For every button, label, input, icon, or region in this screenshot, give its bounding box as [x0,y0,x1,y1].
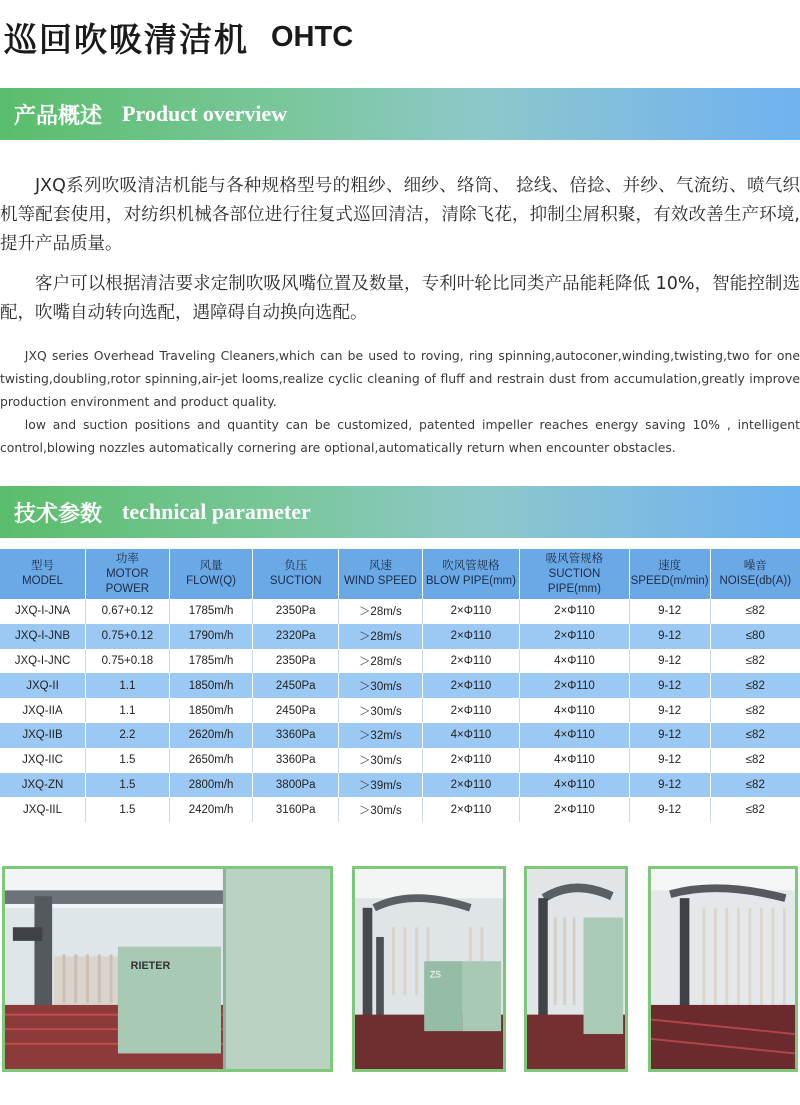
overview-heading-cn: 产品概述 [14,103,103,129]
table-cell: 2×Φ110 [422,748,520,773]
table-cell: JXQ-IIB [0,723,86,748]
table-cell: ＞30m/s [339,748,423,773]
table-cell: ＞30m/s [339,698,423,723]
overview-cn-paragraph-2: 客户可以根据清洁要求定制吹吸风嘴位置及数量，专利叶轮比同类产品能耗降低 10%，智能控制选配，吹嘴自动转向选配，遇障碍自动换向选配。 [0,274,800,323]
column-header-speed: 速度 SPEED(m/min) [629,549,710,599]
table-cell: 9-12 [629,797,710,822]
overview-heading-bar [0,88,800,140]
table-cell: ＞28m/s [339,649,423,674]
table-cell: 0.67+0.12 [86,599,170,624]
table-row [0,773,800,798]
table-cell: 9-12 [629,673,710,698]
technical-heading-bar [0,486,800,538]
machine-brand-label: RIETER [130,960,171,972]
table-cell: 2×Φ110 [422,599,520,624]
table-cell: 3160Pa [253,797,339,822]
cleaner-machine-image-1 [5,869,330,1069]
table-cell: JXQ-II [0,673,86,698]
page-title-cn: 巡回吹吸清洁机 [4,19,249,59]
table-cell: 4×Φ110 [520,698,629,723]
photo-spinning-room-1 [2,866,333,1072]
table-cell: 2450Pa [253,673,339,698]
table-cell: JXQ-IIC [0,748,86,773]
overview-heading-en: Product overview [122,101,288,126]
table-cell: ＞28m/s [339,599,423,624]
table-cell: ≤80 [710,624,800,649]
table-cell: 9-12 [629,698,710,723]
table-cell: 2650m/h [169,748,253,773]
table-cell: 9-12 [629,624,710,649]
column-header-suction: 负压 SUCTION [253,549,339,599]
table-cell: 2350Pa [253,649,339,674]
table-cell: 2320Pa [253,624,339,649]
column-header-motor-power: 功率 MOTOR POWER [86,549,170,599]
table-cell: 3360Pa [253,748,339,773]
technical-heading-en: technical parameter [122,499,311,524]
table-cell: 2×Φ110 [520,624,629,649]
table-cell: 0.75+0.12 [86,624,170,649]
table-cell: 9-12 [629,748,710,773]
table-cell: 2×Φ110 [422,649,520,674]
table-cell: 4×Φ110 [422,723,520,748]
table-row [0,673,800,698]
column-header-wind-speed: 风速 WIND SPEED [339,549,423,599]
column-header-flow: 风量 FLOW(Q) [169,549,253,599]
table-cell: 2×Φ110 [520,673,629,698]
table-cell: 3360Pa [253,723,339,748]
photo-spinning-room-3 [524,866,628,1072]
machine-label-zs: ZS [429,969,442,980]
table-cell: 9-12 [629,599,710,624]
table-cell: 2×Φ110 [422,797,520,822]
table-cell: 2×Φ110 [422,673,520,698]
table-cell: ≤82 [710,773,800,798]
table-cell: 2×Φ110 [520,797,629,822]
table-cell: ＞30m/s [339,797,423,822]
column-header-model: 型号 MODEL [0,549,86,599]
table-cell: 3800Pa [253,773,339,798]
table-cell: 2450Pa [253,698,339,723]
table-cell: 2×Φ110 [422,773,520,798]
table-cell: ≤82 [745,654,765,667]
overview-en-paragraph-1: JXQ series Overhead Traveling Cleaners,which can be used to roving, ring spinning,autoconer,winding,twisting,two for one twisting,doubling,rotor spinning,air-jet looms,realize cyclic cleaning of fluff and restrain dust from accumulation,greatly improve production environment and product quality. [0,348,800,409]
cleaner-machine-image-4 [651,869,795,1069]
table-cell: 1.1 [86,673,170,698]
photo-spinning-room-4 [648,866,798,1072]
table-cell: 1850m/h [169,698,253,723]
table-cell: 9-12 [629,723,710,748]
table-cell: 2800m/h [169,773,253,798]
table-cell: ≤82 [710,723,800,748]
table-cell: JXQ-IIA [0,698,86,723]
table-cell: 2×Φ110 [422,698,520,723]
table-cell: 0.75+0.18 [86,649,170,674]
overview-en-paragraph-2: low and suction positions and quantity can be customized, patented impeller reaches energy saving 10% , intelligent control,blowing nozzles automatically cornering are optional,automatically return when encounter obstacles. [0,417,800,455]
table-cell: JXQ-IIL [0,797,86,822]
table-cell: 4×Φ110 [520,649,629,674]
table-cell: 4×Φ110 [520,748,629,773]
table-cell: 2420m/h [169,797,253,822]
photo-spinning-room-2 [352,866,506,1072]
table-cell: 2.2 [86,723,170,748]
column-header-suction-pipe: 吸风管规格 SUCTION PIPE(mm) [520,549,629,599]
column-header-blow-pipe: 吹风管规格 BLOW PIPE(mm) [422,549,520,599]
table-row [0,797,800,822]
table-cell: 9-12 [629,649,710,674]
table-cell: 9-12 [629,773,710,798]
table-cell: ≤82 [710,673,800,698]
table-cell: 1785m/h [169,649,253,674]
table-row [0,698,800,723]
table-cell: 1850m/h [169,673,253,698]
column-header-noise: 噪音 NOISE(db(A)) [710,549,800,599]
table-cell: ≤82 [745,754,765,767]
table-cell: 1.1 [86,698,170,723]
table-cell: JXQ-I-JNB [0,624,86,649]
spec-table [0,549,800,822]
table-cell: JXQ-I-JNC [0,649,86,674]
table-cell: 2350Pa [253,599,339,624]
table-cell: 2×Φ110 [422,624,520,649]
cleaner-machine-image-3 [527,869,625,1069]
overview-cn-paragraph-1: JXQ系列吹吸清洁机能与各种规格型号的粗纱、细纱、络筒、 捻线、倍捻、并纱、气流纺、喷气织机等配套使用，对纺织机械各部位进行往复式巡回清洁，清除飞花，抑制尘屑积聚，有效改善生产环境,提升产品质量。 [0,176,800,254]
table-row [0,723,800,748]
table-cell: 1.5 [86,797,170,822]
spec-table-body [0,599,800,822]
table-cell: ≤82 [745,605,765,618]
table-cell: 4×Φ110 [520,723,629,748]
page-header [0,12,800,62]
table-row [0,624,800,649]
table-cell: JXQ-I-JNA [0,599,86,624]
table-cell: ＞30m/s [339,673,423,698]
table-cell: ＞32m/s [339,723,423,748]
table-cell: 1.5 [86,748,170,773]
page-title-en: OHTC [271,20,354,53]
table-cell: 1785m/h [169,599,253,624]
technical-heading-cn: 技术参数 [14,501,103,527]
spec-table-header [0,549,800,599]
table-row [0,748,800,773]
table-cell: 4×Φ110 [520,773,629,798]
cleaner-machine-image-2 [355,869,503,1069]
table-cell: 2620m/h [169,723,253,748]
table-cell: ＞39m/s [339,773,423,798]
table-cell: ＞28m/s [339,624,423,649]
table-cell: ≤82 [745,803,765,816]
table-cell: 1.5 [86,773,170,798]
table-cell: JXQ-ZN [0,773,86,798]
table-cell: 1790m/h [169,624,253,649]
table-row [0,649,800,674]
table-row [0,599,800,624]
table-cell: ≤82 [745,704,765,717]
table-cell: 2×Φ110 [520,599,629,624]
